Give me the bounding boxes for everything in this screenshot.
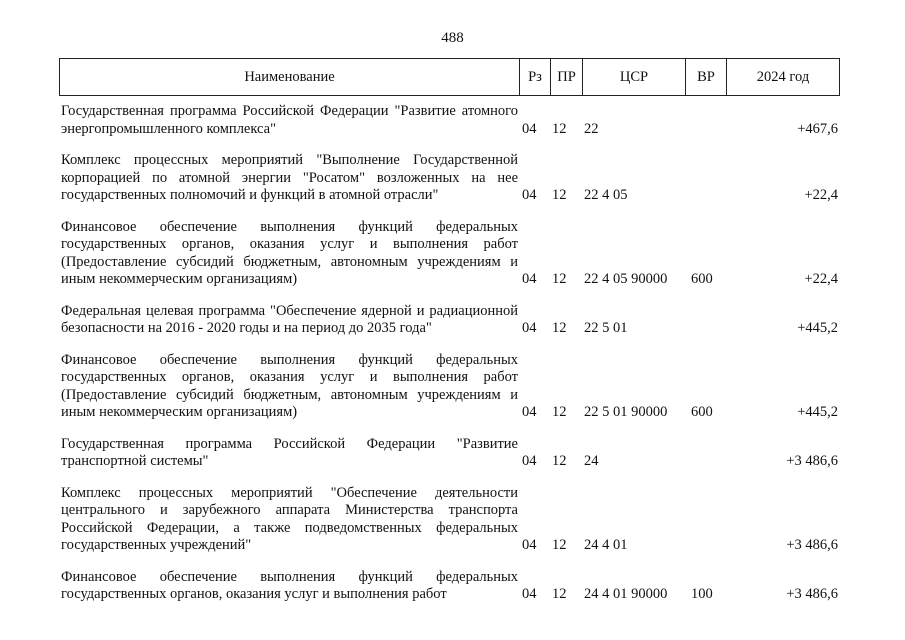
- row-name: Финансовое обеспечение выполнения функций федеральных государственных органов, оказания услуг и выполнения работ (Предоставление субсидий бюджетным, автономным учреждениям и иным некоммерческим организациям): [61, 351, 518, 420]
- row-rz: 04: [522, 271, 537, 287]
- column-header-rz: Рз: [520, 59, 551, 96]
- row-amount: +22,4: [804, 187, 838, 203]
- row-pr: 12: [552, 271, 567, 287]
- row-csr: 24 4 01 90000: [584, 586, 668, 602]
- column-header-pr: ПР: [551, 59, 583, 96]
- row-name: Федеральная целевая программа "Обеспечение ядерной и радиационной безопасности на 2016 - 2020 годы и на период до 2035 года": [61, 302, 518, 336]
- row-amount: +3 486,6: [786, 453, 838, 469]
- page-number: 488: [441, 30, 464, 46]
- row-rz: 04: [522, 453, 537, 469]
- row-rz: 04: [522, 537, 537, 553]
- table-row: [0, 303, 905, 338]
- column-header-name: Наименование: [60, 59, 520, 96]
- row-name: Финансовое обеспечение выполнения функций федеральных государственных органов, оказания услуг и выполнения работ (Предоставление субсидий бюджетным, автономным учреждениям и иным некоммерческим организациям): [61, 218, 518, 287]
- row-vr: 100: [691, 586, 713, 602]
- row-csr: 22 5 01 90000: [584, 404, 668, 420]
- table-header: [59, 58, 840, 96]
- row-name: Комплекс процессных мероприятий "Обеспечение деятельности центрального и зарубежного аппарата Министерства транспорта Российской Федерации, а также подведомственных федеральных государственных учреждений": [61, 484, 518, 553]
- row-rz: 04: [522, 404, 537, 420]
- table-row: [0, 103, 905, 138]
- row-vr: 600: [691, 271, 713, 287]
- row-csr: 22 5 01: [584, 320, 628, 336]
- row-csr: 24 4 01: [584, 537, 628, 553]
- row-vr: 600: [691, 404, 713, 420]
- table-row: [0, 152, 905, 205]
- budget-rows: [0, 103, 905, 618]
- row-rz: 04: [522, 120, 537, 137]
- row-name: Государственная программа Российской Федерации "Развитие атомного энергопромышленного комплекса": [61, 103, 518, 137]
- column-header-csr: ЦСР: [583, 59, 686, 96]
- table-row: [0, 485, 905, 555]
- row-pr: 12: [552, 187, 567, 203]
- row-pr: 12: [552, 537, 567, 553]
- row-csr: 22 4 05 90000: [584, 271, 668, 287]
- row-rz: 04: [522, 320, 537, 336]
- column-header-year: 2024 год: [727, 59, 840, 96]
- row-amount: +445,2: [797, 404, 838, 420]
- row-pr: 12: [552, 586, 567, 602]
- row-amount: +3 486,6: [786, 537, 838, 553]
- row-csr: 22 4 05: [584, 187, 628, 203]
- row-rz: 04: [522, 187, 537, 203]
- row-csr: 22: [584, 120, 599, 137]
- row-pr: 12: [552, 404, 567, 420]
- row-amount: +3 486,6: [786, 586, 838, 602]
- row-amount: +22,4: [804, 271, 838, 287]
- row-name: Комплекс процессных мероприятий "Выполнение Государственной корпорацией по атомной энергии "Росатом" возложенных на нее государственных полномочий и функций в атомной отрасли": [61, 152, 518, 203]
- table-row: [0, 352, 905, 422]
- row-pr: 12: [552, 453, 567, 469]
- table-row: [0, 436, 905, 471]
- table-row: [0, 219, 905, 289]
- column-header-vr: ВР: [686, 59, 727, 96]
- row-name: Государственная программа Российской Федерации "Развитие транспортной системы": [61, 435, 518, 469]
- row-amount: +445,2: [797, 320, 838, 336]
- table-row: [0, 569, 905, 604]
- row-csr: 24: [584, 453, 599, 469]
- row-pr: 12: [552, 120, 567, 137]
- row-rz: 04: [522, 586, 537, 602]
- row-name: Финансовое обеспечение выполнения функций федеральных государственных органов, оказания услуг и выполнения работ: [61, 568, 518, 602]
- row-pr: 12: [552, 320, 567, 336]
- row-amount: +467,6: [797, 120, 838, 137]
